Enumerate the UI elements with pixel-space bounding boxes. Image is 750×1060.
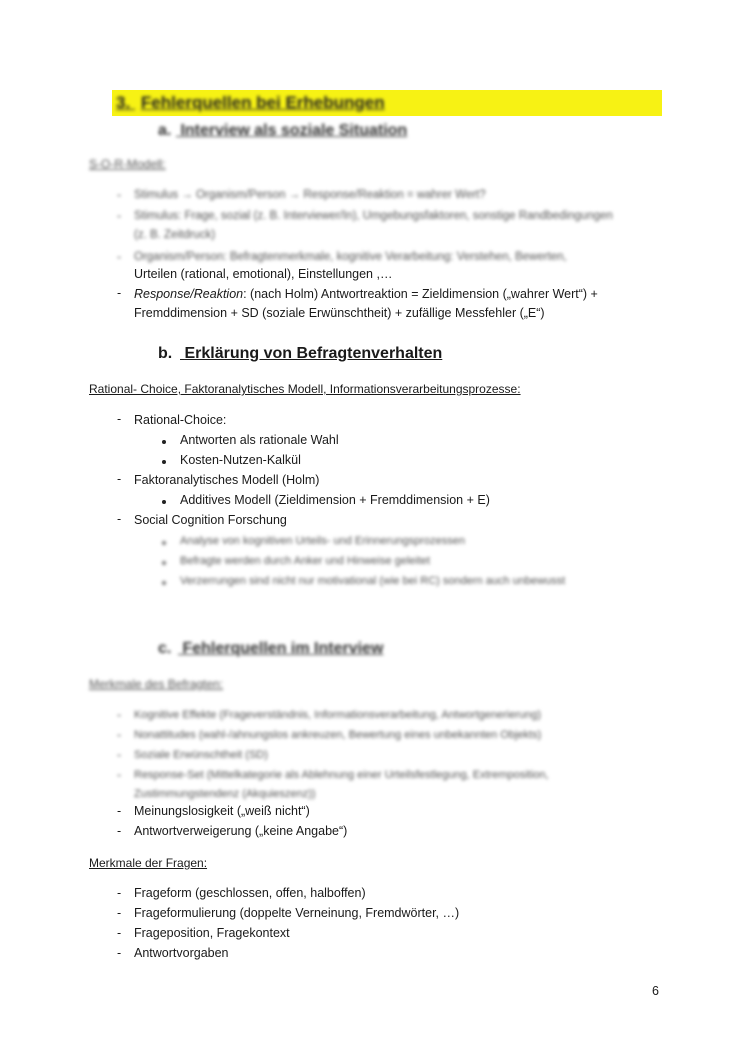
subsection-c-label: c.: [158, 640, 172, 657]
question-features-label: Merkmale der Fragen:: [89, 856, 208, 870]
list-dash: -: [117, 708, 122, 722]
list-item: Frageposition, Fragekontext: [134, 926, 290, 940]
response-text: : (nach Holm) Antwortreaktion = Zieldimension („wahrer Wert“) +: [243, 287, 598, 301]
list-dash: -: [117, 209, 122, 223]
bullet-item: Additives Modell (Zieldimension + Fremddimension + E): [180, 493, 490, 507]
bullet-item: Analyse von kognitiven Urteils- und Erinnerungsprozessen: [180, 535, 465, 547]
section-number: 3.: [116, 93, 131, 112]
factor-model-label: Faktoranalytisches Modell (Holm): [134, 473, 320, 487]
social-cognition-label: Social Cognition Forschung: [134, 513, 287, 527]
list-dash: -: [117, 286, 122, 300]
subsection-a-heading: [158, 122, 407, 140]
bullet-icon: [162, 541, 166, 545]
list-item-continuation: (z. B. Zeitdruck): [134, 229, 216, 241]
subsection-b-heading: [158, 345, 442, 363]
bullet-icon: [162, 561, 166, 565]
list-item: Antwortverweigerung („keine Angabe“): [134, 824, 348, 838]
list-dash: -: [117, 804, 122, 818]
page-number: 6: [652, 984, 659, 998]
subsection-a-title: Interview als soziale Situation: [180, 122, 408, 139]
rational-choice-label: Rational-Choice:: [134, 413, 227, 427]
list-dash: -: [117, 748, 122, 762]
response-item: [134, 285, 598, 304]
list-item: Frageformulierung (doppelte Verneinung, Fremdwörter, …): [134, 906, 460, 920]
list-dash: -: [117, 768, 122, 782]
list-dash: -: [117, 188, 122, 202]
list-item: Soziale Erwünschtheit (SD): [134, 749, 268, 761]
bullet-item: Befragte werden durch Anker und Hinweise geleitet: [180, 555, 431, 567]
subsection-c-heading: [158, 640, 383, 658]
list-dash: -: [117, 472, 122, 486]
list-item: Antwortvorgaben: [134, 946, 229, 960]
list-dash: -: [117, 906, 122, 920]
list-item: Stimulus → Organism/Person → Response/Reaktion = wahrer Wert?: [134, 189, 486, 201]
section-title: Fehlerquellen bei Erhebungen: [140, 93, 385, 112]
list-item: Stimulus: Frage, sozial (z. B. Interviewer/In), Umgebungsfaktoren, sonstige Randbedingungen: [134, 210, 613, 222]
list-item: Nonattitudes (wahl-/ahnungslos ankreuzen, Bewertung eines unbekannten Objekts): [134, 729, 542, 741]
respondent-features-label: Merkmale des Befragten:: [89, 677, 224, 691]
list-item: Response-Set (Mittelkategorie als Ablehnung einer Urteilsfestlegung, Extremposition,: [134, 769, 549, 781]
list-dash: -: [117, 824, 122, 838]
list-dash: -: [117, 512, 122, 526]
bullet-icon: [162, 460, 166, 464]
bullet-item: Antworten als rationale Wahl: [180, 433, 339, 447]
list-item: Organism/Person: Befragtenmerkmale, kognitive Verarbeitung: Verstehen, Bewerten,: [134, 251, 567, 263]
subsection-b-intro: Rational- Choice, Faktoranalytisches Modell, Informationsverarbeitungsprozesse:: [89, 382, 521, 396]
subsection-b-title: Erklärung von Befragtenverhalten: [184, 345, 443, 362]
list-dash: -: [117, 946, 122, 960]
response-item-continuation: Fremddimension + SD (soziale Erwünschtheit) + zufällige Messfehler („E“): [134, 306, 545, 320]
list-dash: -: [117, 412, 122, 426]
bullet-icon: [162, 500, 166, 504]
list-dash: -: [117, 250, 122, 264]
list-dash: -: [117, 926, 122, 940]
list-item: Frageform (geschlossen, offen, halboffen): [134, 886, 366, 900]
bullet-icon: [162, 440, 166, 444]
section-heading: [116, 93, 385, 113]
subsection-b-label: b.: [158, 345, 173, 362]
subsection-c-title: Fehlerquellen im Interview: [182, 640, 384, 657]
response-label: Response/Reaktion: [134, 287, 244, 301]
bullet-item: Verzerrungen sind nicht nur motivational (wie bei RC) sondern auch unbewusst: [180, 575, 566, 587]
bullet-item: Kosten-Nutzen-Kalkül: [180, 453, 301, 467]
list-item: Meinungslosigkeit („weiß nicht“): [134, 804, 310, 818]
subsection-a-label: a.: [158, 122, 172, 139]
sor-model-label: S-O-R-Modell:: [89, 157, 166, 171]
list-item-continuation: Zustimmungstendenz (Akquieszenz)): [134, 788, 316, 800]
list-item-continuation: Urteilen (rational, emotional), Einstellungen ,…: [134, 267, 393, 281]
list-dash: -: [117, 886, 122, 900]
bullet-icon: [162, 581, 166, 585]
list-item: Kognitive Effekte (Frageverständnis, Informationsverarbeitung, Antwortgenerierung): [134, 709, 542, 721]
list-dash: -: [117, 728, 122, 742]
